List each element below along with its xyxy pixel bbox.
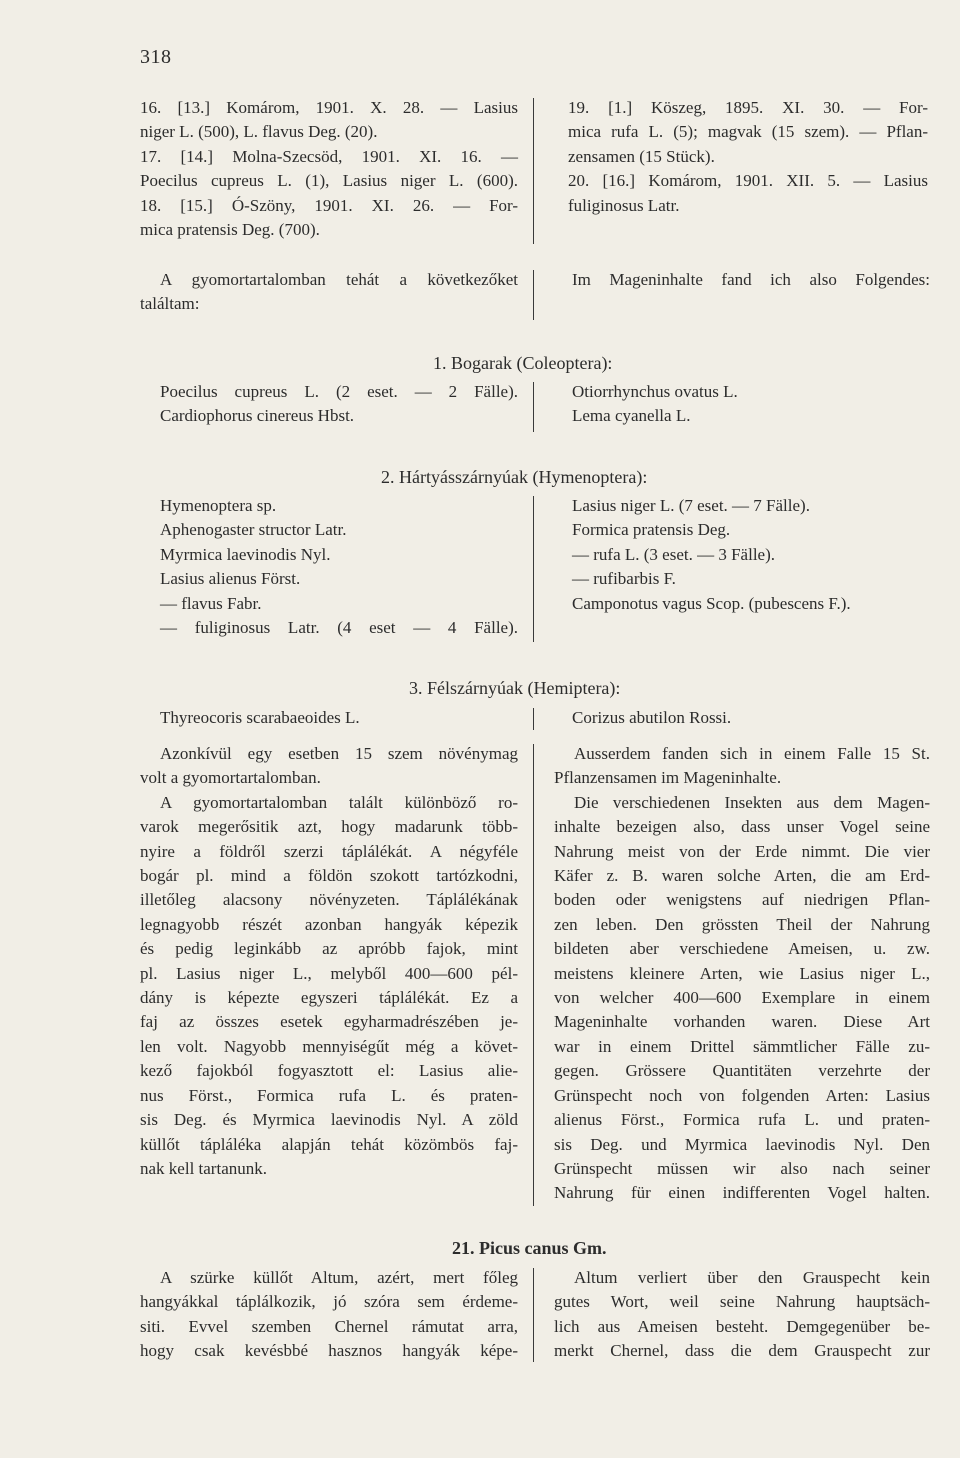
- records-right: [568, 96, 928, 218]
- text-line: 20. [16.] Komárom, 1901. XII. 5. — Lasius: [568, 171, 928, 191]
- text-line: inhalte bezeigen also, dass unser Vogel seine: [554, 817, 930, 837]
- text-line: Poecilus cupreus L. (2 eset. — 2 Fälle).: [160, 382, 518, 401]
- text-line: gutes Wort, weil seine Nahrung hauptsäch-: [554, 1292, 930, 1312]
- text-line: illetőleg alacsony növényzeten. Táplálékának: [140, 890, 518, 910]
- text-line: és pedig leginkább az apróbb fajok, mint: [140, 939, 518, 959]
- text-line: nus Först., Formica rufa L. és praten-: [140, 1085, 518, 1105]
- text-line: bildeten aber verschiedene Ameisen, u. zw.: [554, 939, 930, 959]
- text-line: mica rufa L. (5); magvak (15 szem). — Pflan-: [568, 122, 928, 142]
- column-divider: [533, 98, 534, 244]
- text-line: Lasius alienus Först.: [160, 569, 301, 589]
- text-line: 17. [14.] Molna-Szecsöd, 1901. XI. 16. —: [140, 146, 518, 166]
- section2-right: [572, 494, 950, 616]
- text-line: Otiorrhynchus ovatus L.: [572, 382, 738, 401]
- text-line: — rufibarbis F.: [572, 569, 676, 589]
- column-divider: [533, 1268, 534, 1362]
- final-left: [140, 1266, 518, 1364]
- species-heading: 21. Picus canus Gm.: [452, 1238, 607, 1258]
- section1-right: [572, 380, 950, 429]
- text-line: len volt. Nagyobb mennyiségűt még a követ-: [140, 1036, 518, 1056]
- text-line: Ausserdem fanden sich in einem Falle 15 St.: [574, 744, 930, 763]
- text-line: Im Mageninhalte fand ich also Folgendes:: [572, 270, 930, 289]
- text-line: kező fajokból fogyasztott el: Lasius alie-: [140, 1061, 518, 1081]
- text-line: A gyomortartalomban talált különböző ro-: [160, 792, 518, 812]
- paragraph-left: [140, 742, 518, 1181]
- text-line: — fuliginosus Latr. (4 eset — 4 Fälle).: [160, 618, 518, 638]
- text-line: niger L. (500), L. flavus Deg. (20).: [140, 122, 378, 142]
- text-line: siti. Evvel szemben Chernel rámutat arra,: [140, 1316, 518, 1336]
- text-line: dány is képezte egyszeri táplálékát. Ez a: [140, 988, 518, 1008]
- text-line: Die verschiedenen Insekten aus dem Magen-: [574, 792, 930, 812]
- text-line: zen leben. Den grössten Theil der Nahrung: [554, 914, 930, 934]
- text-line: Formica pratensis Deg.: [572, 520, 731, 540]
- text-line: sis Deg. und Myrmica laevinodis Nyl. Den: [554, 1134, 930, 1154]
- text-line: meistens kleinere Arten, wie Lasius niger L.,: [554, 963, 930, 983]
- section3-right: [572, 706, 950, 730]
- column-divider: [533, 708, 534, 730]
- text-line: bogár pl. mind a földön szokott tartózkodni,: [140, 866, 518, 886]
- text-line: 18. [15.] Ó-Szöny, 1901. XI. 26. — For-: [140, 195, 518, 215]
- text-line: A gyomortartalomban tehát a következőket: [160, 270, 518, 289]
- column-divider: [533, 496, 534, 642]
- section2-left: [160, 494, 518, 640]
- text-line: Azonkívül egy esetben 15 szem növénymag: [160, 744, 518, 763]
- text-line: küllőt tápláléka alapján tehát közömbös faj-: [140, 1134, 518, 1154]
- text-line: — flavus Fabr.: [160, 593, 262, 613]
- section1-left: [160, 380, 518, 429]
- page-number: 318: [140, 46, 172, 68]
- text-line: fuliginosus Latr.: [568, 195, 680, 215]
- text-line: lich aus Ameisen besteht. Demgegenüber be-: [554, 1316, 930, 1336]
- text-line: faj az összes esetek egyharmadrészében je-: [140, 1012, 518, 1032]
- text-line: Myrmica laevinodis Nyl.: [160, 544, 331, 564]
- text-line: Nahrung für einen indifferenten Vogel halten.: [554, 1183, 930, 1203]
- text-line: legnagyobb részét azonban hangyák képezik: [140, 914, 518, 934]
- text-line: Thyreocoris scarabaeoides L.: [160, 708, 360, 727]
- text-line: von welcher 400—600 Exemplare in einem: [554, 988, 930, 1008]
- text-line: Grünspecht noch von folgenden Arten: Lasius: [554, 1085, 930, 1105]
- column-divider: [533, 744, 534, 1206]
- text-line: alienus Först., Formica rufa L. und praten-: [554, 1110, 930, 1130]
- text-line: Käfer z. B. waren solche Arten, die am Erd-: [554, 866, 930, 886]
- text-line: Mageninhalte vorhanden waren. Diese Art: [554, 1012, 930, 1032]
- section-heading-coleoptera: 1. Bogarak (Coleoptera):: [433, 353, 613, 373]
- text-line: boden oder wenigstens auf niedrigen Pflan-: [554, 890, 930, 910]
- text-line: Lema cyanella L.: [572, 406, 691, 426]
- text-line: zensamen (15 Stück).: [568, 146, 715, 166]
- text-line: nak kell tartanunk.: [140, 1158, 267, 1178]
- text-line: mica pratensis Deg. (700).: [140, 220, 320, 240]
- paragraph-right: [554, 742, 930, 1206]
- records-left: [140, 96, 518, 242]
- text-line: Camponotus vagus Scop. (pubescens F.).: [572, 593, 851, 613]
- text-line: volt a gyomortartalomban.: [140, 768, 321, 788]
- text-line: Lasius niger L. (7 eset. — 7 Fälle).: [572, 496, 810, 515]
- text-line: Aphenogaster structor Latr.: [160, 520, 347, 540]
- section-heading-hymenoptera: 2. Hártyásszárnyúak (Hymenoptera):: [381, 467, 648, 487]
- text-line: Altum verliert über den Grauspecht kein: [574, 1268, 930, 1287]
- section3-left: [160, 706, 538, 730]
- text-line: nyire a földről szerzi táplálékát. A négyféle: [140, 841, 518, 861]
- intro-right: [572, 268, 930, 292]
- text-line: merkt Chernel, dass die dem Grauspecht zur: [554, 1341, 930, 1361]
- text-line: hogy csak kevésbbé hasznos hangyák képe-: [140, 1341, 518, 1361]
- text-line: 19. [1.] Köszeg, 1895. XI. 30. — For-: [568, 98, 928, 117]
- text-line: hangyákkal táplálkozik, jó szóra sem érdeme-: [140, 1292, 518, 1312]
- section-heading-hemiptera: 3. Félszárnyúak (Hemiptera):: [409, 678, 621, 698]
- text-line: Hymenoptera sp.: [160, 496, 277, 515]
- text-line: Corizus abutilon Rossi.: [572, 708, 732, 727]
- text-line: Poecilus cupreus L. (1), Lasius niger L. (600).: [140, 171, 518, 191]
- text-line: sis Deg. és Myrmica laevinodis Nyl. A zöld: [140, 1110, 518, 1130]
- intro-left: [140, 268, 518, 317]
- text-line: war in einem Drittel sämmtlicher Fälle zu-: [554, 1036, 930, 1056]
- text-line: 16. [13.] Komárom, 1901. X. 28. — Lasius: [140, 98, 518, 117]
- final-right: [554, 1266, 930, 1364]
- text-line: Cardiophorus cinereus Hbst.: [160, 406, 355, 426]
- text-line: Nahrung meist von der Erde nimmt. Die vier: [554, 841, 930, 861]
- text-line: — rufa L. (3 eset. — 3 Fälle).: [572, 544, 775, 564]
- text-line: varok megerősitik azt, hogy madarunk több-: [140, 817, 518, 837]
- text-line: Grünspecht müssen wir also nach seiner: [554, 1158, 930, 1178]
- text-line: A szürke küllőt Altum, azért, mert főleg: [160, 1268, 518, 1287]
- column-divider: [533, 270, 534, 320]
- text-line: pl. Lasius niger L., melyből 400—600 pél-: [140, 963, 518, 983]
- text-line: Pflanzensamen im Mageninhalte.: [554, 768, 782, 788]
- text-line: gegen. Grössere Quantitäten verzehrte der: [554, 1061, 930, 1081]
- text-line: találtam:: [140, 294, 200, 314]
- column-divider: [533, 382, 534, 432]
